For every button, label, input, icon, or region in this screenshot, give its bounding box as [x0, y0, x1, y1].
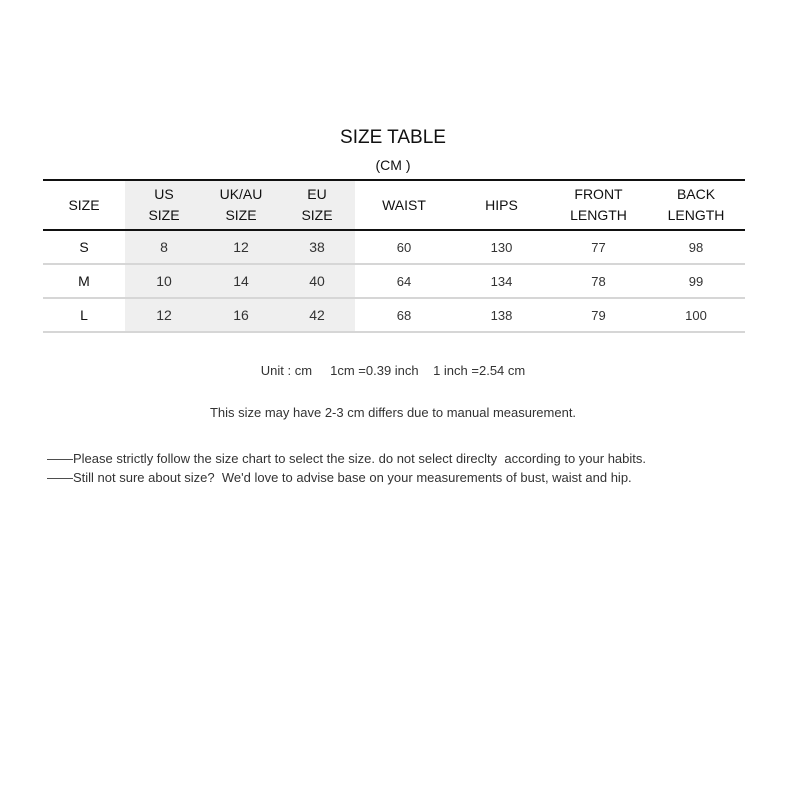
header-front-length — [550, 180, 647, 230]
cell-eu-size: 40 — [279, 264, 355, 298]
header-eu-size — [279, 180, 355, 230]
header-label: EU — [307, 186, 327, 202]
header-label: WAIST — [382, 196, 426, 213]
cell-waist: 64 — [355, 264, 453, 298]
cell-hips: 134 — [453, 264, 550, 298]
header-label: LENGTH — [667, 207, 725, 223]
cell-eu-size: 42 — [279, 298, 355, 332]
header-back-length — [647, 180, 745, 230]
cell-back-length: 99 — [647, 264, 745, 298]
cell-eu-size: 38 — [279, 230, 355, 264]
unit-conversion-note: Unit : cm 1cm =0.39 inch 1 inch =2.54 cm — [260, 363, 526, 378]
header-label: HIPS — [485, 196, 518, 213]
cell-back-length: 98 — [647, 230, 745, 264]
header-uk-au-size — [203, 180, 279, 230]
cell-hips: 138 — [453, 298, 550, 332]
header-label: US — [154, 186, 174, 202]
table-row — [43, 298, 745, 332]
cell-size: M — [43, 264, 125, 298]
cell-front-length: 78 — [550, 264, 647, 298]
cell-uk-au-size: 12 — [203, 230, 279, 264]
cell-uk-au-size: 16 — [203, 298, 279, 332]
header-label: SIZE — [301, 207, 333, 223]
cell-us-size: 10 — [125, 264, 203, 298]
cell-front-length: 79 — [550, 298, 647, 332]
header-label: FRONT — [574, 186, 623, 202]
cell-us-size: 8 — [125, 230, 203, 264]
cell-front-length: 77 — [550, 230, 647, 264]
header-us-size — [125, 180, 203, 230]
cell-waist: 60 — [355, 230, 453, 264]
table-row — [43, 264, 745, 298]
header-label: UK/AU — [219, 186, 263, 202]
tip-line: ——Still not sure about size? We'd love to advise base on your measurements of bust, waist and hip. — [47, 470, 632, 485]
measurement-note: This size may have 2-3 cm differs due to manual measurement. — [209, 405, 577, 420]
unit-subtitle: (CM ) — [375, 157, 411, 173]
header-label: BACK — [676, 186, 716, 202]
size-table — [43, 179, 745, 333]
header-waist — [355, 180, 453, 230]
size-tips — [47, 449, 646, 487]
header-hips — [453, 180, 550, 230]
page-title: SIZE TABLE — [340, 127, 446, 148]
header-label: SIZE — [225, 207, 257, 223]
cell-uk-au-size: 14 — [203, 264, 279, 298]
cell-waist: 68 — [355, 298, 453, 332]
header-size — [43, 180, 125, 230]
cell-size: S — [43, 230, 125, 264]
table-header-row — [43, 180, 745, 230]
table-row — [43, 230, 745, 264]
header-label: SIZE — [148, 207, 180, 223]
header-label: LENGTH — [570, 207, 627, 223]
cell-size: L — [43, 298, 125, 332]
cell-us-size: 12 — [125, 298, 203, 332]
cell-back-length: 100 — [647, 298, 745, 332]
cell-hips: 130 — [453, 230, 550, 264]
header-label: SIZE — [68, 196, 100, 213]
tip-line: ——Please strictly follow the size chart to select the size. do not select direclty according to your habits. — [47, 451, 646, 466]
